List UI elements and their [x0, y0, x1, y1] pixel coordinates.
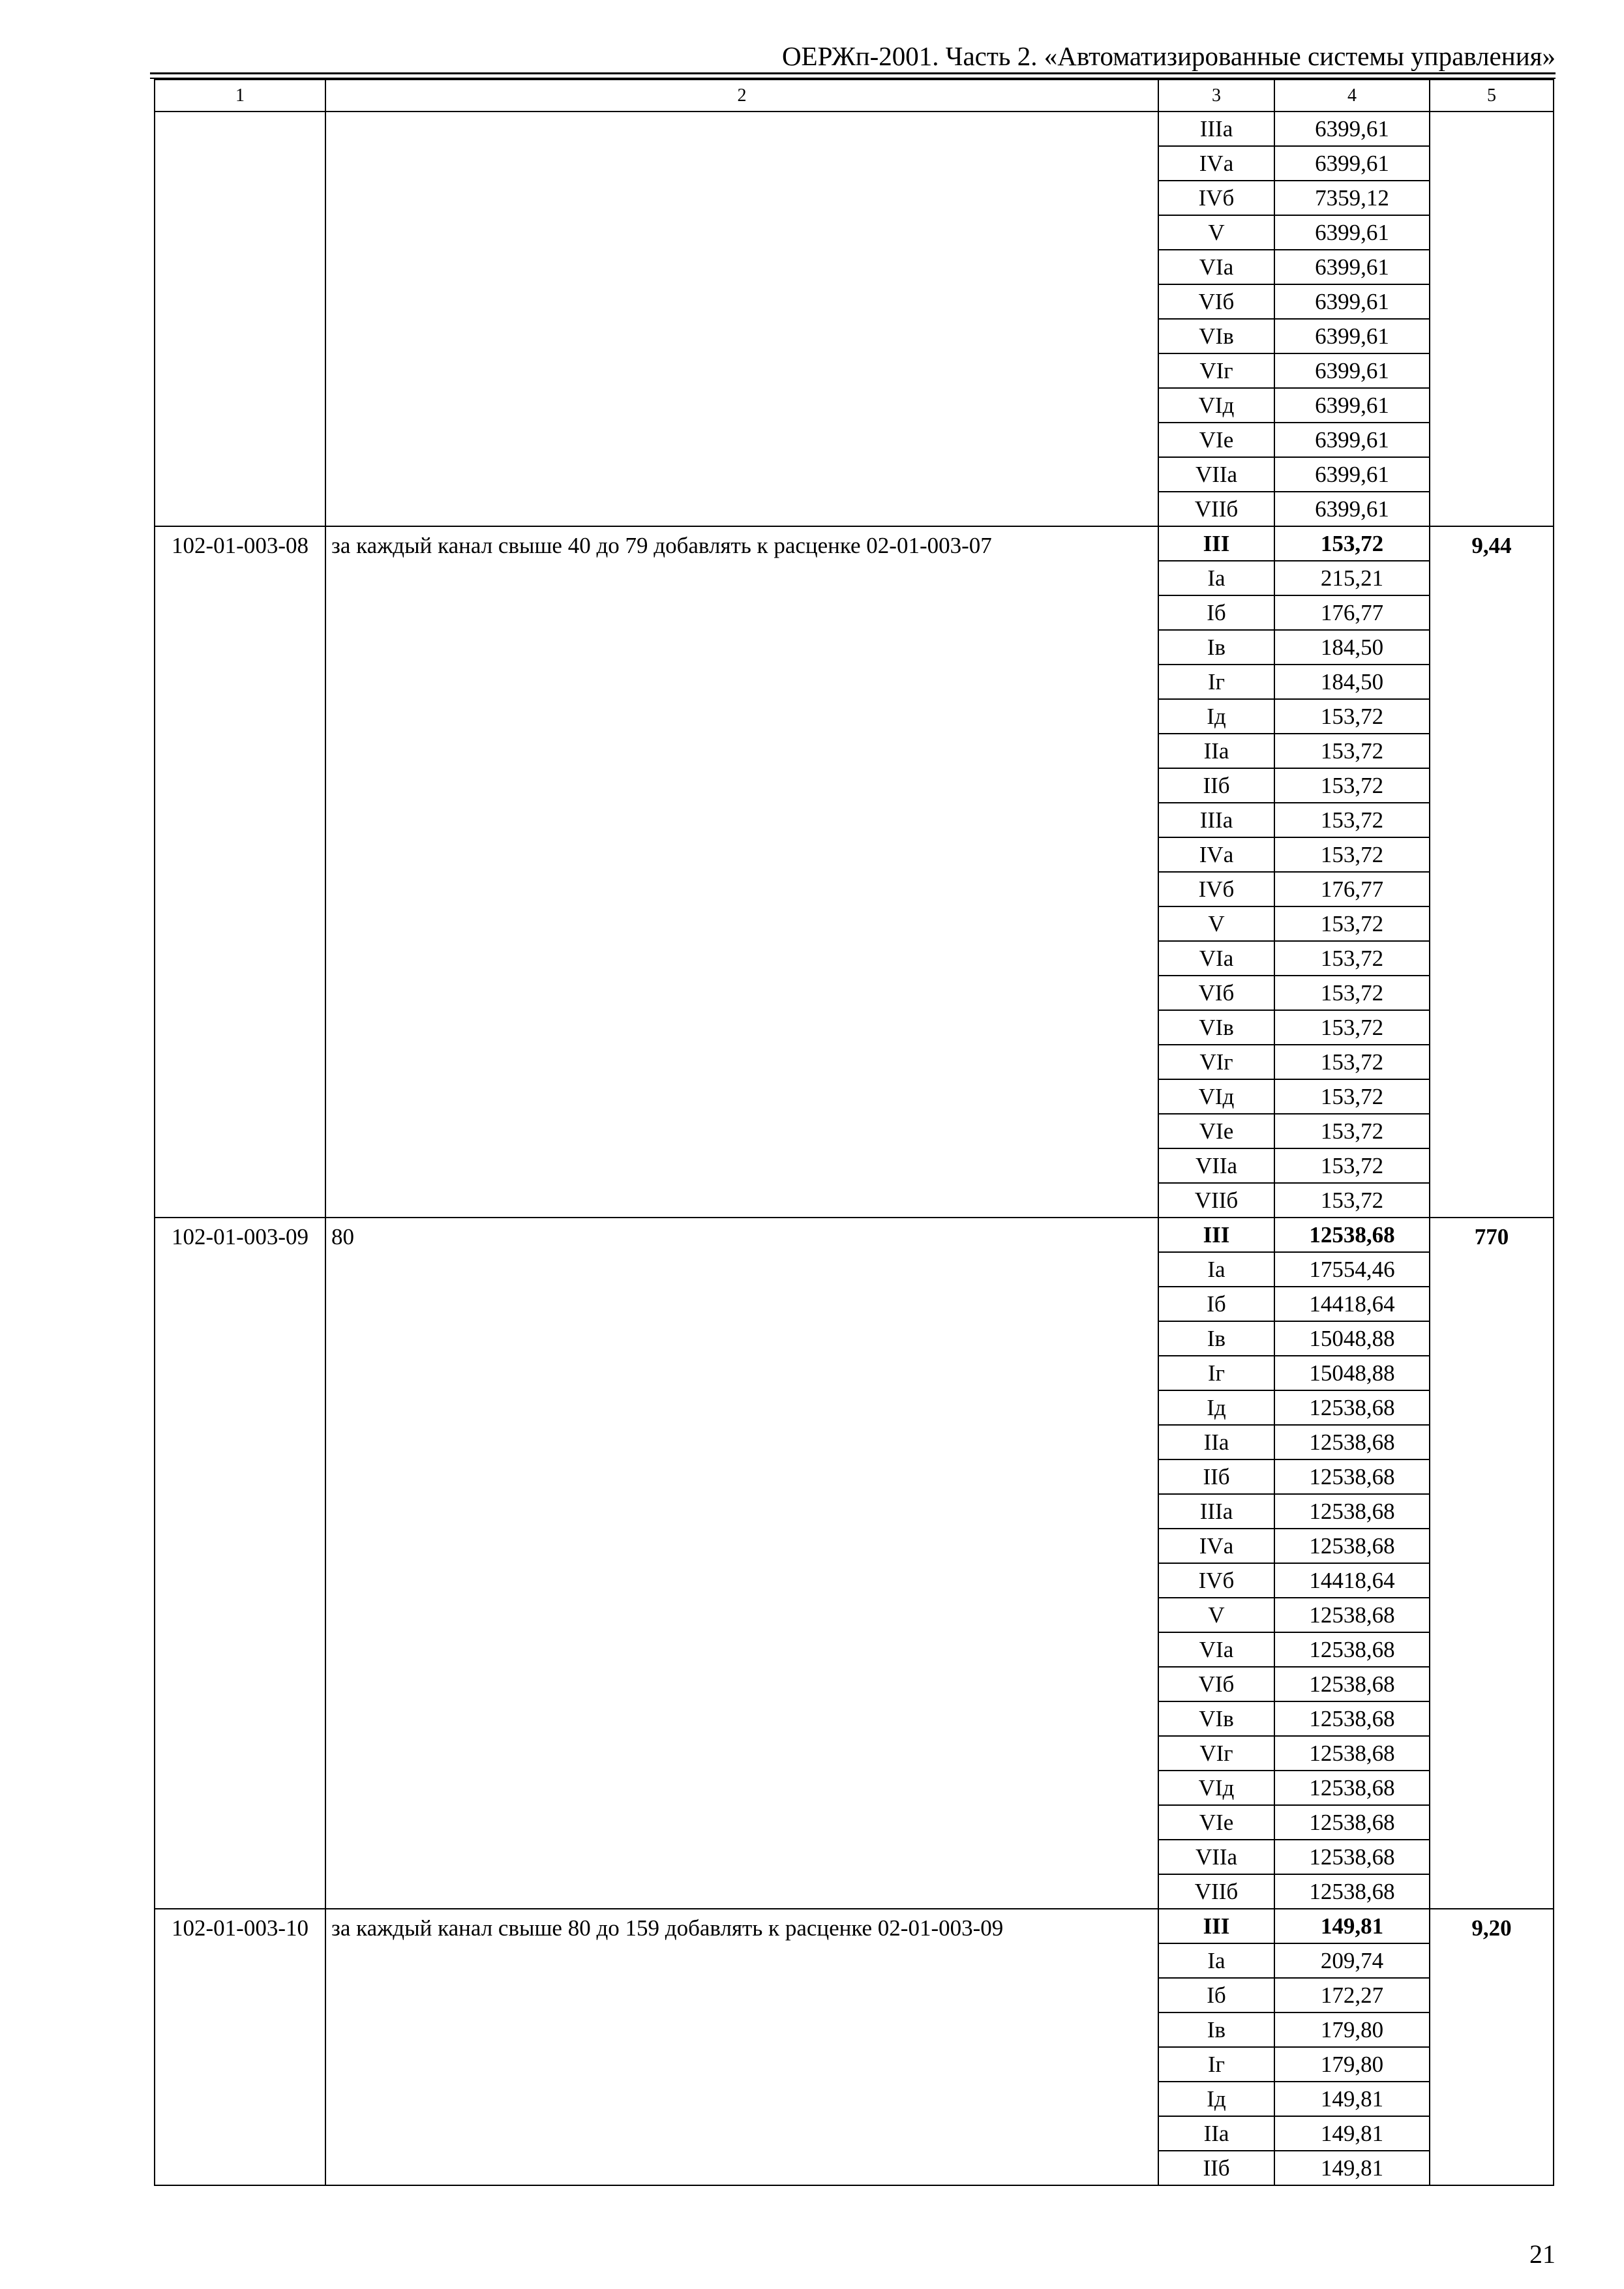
- zone-cell: VIг: [1158, 1045, 1274, 1079]
- price-cell: 12538,68: [1274, 1494, 1430, 1529]
- zone-cell: VIIа: [1158, 457, 1274, 492]
- zone-cell: VIв: [1158, 1701, 1274, 1736]
- price-cell: 153,72: [1274, 1045, 1430, 1079]
- zone-cell: IVа: [1158, 1529, 1274, 1563]
- price-cell: 6399,61: [1274, 319, 1430, 353]
- price-cell: 12538,68: [1274, 1701, 1430, 1736]
- rates-table: [154, 79, 1554, 2186]
- labor-cost-cell: 9,20: [1430, 1909, 1554, 2185]
- rates-table-body: [155, 80, 1554, 2185]
- zone-cell: VIд: [1158, 1079, 1274, 1114]
- price-cell: 15048,88: [1274, 1356, 1430, 1390]
- price-cell: 14418,64: [1274, 1563, 1430, 1598]
- price-cell: 153,72: [1274, 734, 1430, 768]
- column-number-row: [155, 80, 1554, 112]
- header-title: ОЕРЖп-2001. Часть 2. «Автоматизированные системы управления»: [781, 41, 1556, 71]
- rate-code: [155, 112, 325, 526]
- labor-cost-cell: [1430, 112, 1554, 526]
- price-cell: 215,21: [1274, 561, 1430, 595]
- zone-cell: IIа: [1158, 734, 1274, 768]
- price-cell: 17554,46: [1274, 1252, 1430, 1287]
- price-cell: 179,80: [1274, 2047, 1430, 2082]
- zone-cell: IVа: [1158, 837, 1274, 872]
- price-cell: 12538,68: [1274, 1805, 1430, 1840]
- zone-cell: VIе: [1158, 423, 1274, 457]
- price-cell: 153,72: [1274, 976, 1430, 1010]
- price-cell: 6399,61: [1274, 146, 1430, 181]
- header-rule: [150, 72, 1556, 74]
- table-row: [155, 112, 1554, 146]
- column-number: 5: [1430, 80, 1554, 112]
- labor-cost-cell: 9,44: [1430, 526, 1554, 1218]
- zone-cell: III: [1158, 526, 1274, 561]
- zone-cell: Iд: [1158, 1390, 1274, 1425]
- zone-cell: IIIа: [1158, 803, 1274, 837]
- column-number: 1: [155, 80, 325, 112]
- zone-cell: VIIб: [1158, 1874, 1274, 1909]
- price-cell: 6399,61: [1274, 388, 1430, 423]
- price-cell: 6399,61: [1274, 492, 1430, 526]
- zone-cell: IIIа: [1158, 112, 1274, 146]
- zone-cell: VIа: [1158, 941, 1274, 976]
- zone-cell: IVб: [1158, 1563, 1274, 1598]
- price-cell: 14418,64: [1274, 1287, 1430, 1321]
- price-cell: 153,72: [1274, 1010, 1430, 1045]
- price-cell: 184,50: [1274, 665, 1430, 699]
- price-cell: 6399,61: [1274, 112, 1430, 146]
- zone-cell: VIд: [1158, 388, 1274, 423]
- price-cell: 149,81: [1274, 2116, 1430, 2151]
- zone-cell: VIIб: [1158, 492, 1274, 526]
- zone-cell: III: [1158, 1909, 1274, 1943]
- zone-cell: Iг: [1158, 665, 1274, 699]
- price-cell: 209,74: [1274, 1943, 1430, 1978]
- price-cell: 153,72: [1274, 1183, 1430, 1218]
- rate-code: 102-01-003-08: [155, 526, 325, 1218]
- price-cell: 6399,61: [1274, 284, 1430, 319]
- zone-cell: V: [1158, 215, 1274, 250]
- price-cell: 184,50: [1274, 630, 1430, 665]
- zone-cell: VIв: [1158, 319, 1274, 353]
- price-cell: 12538,68: [1274, 1218, 1430, 1252]
- rate-description: [325, 112, 1158, 526]
- zone-cell: Iг: [1158, 2047, 1274, 2082]
- price-cell: 149,81: [1274, 2151, 1430, 2185]
- zone-cell: VIг: [1158, 353, 1274, 388]
- table-row: [155, 526, 1554, 561]
- zone-cell: IIб: [1158, 768, 1274, 803]
- zone-cell: VIе: [1158, 1114, 1274, 1148]
- price-cell: 153,72: [1274, 803, 1430, 837]
- price-cell: 12538,68: [1274, 1598, 1430, 1632]
- zone-cell: Iа: [1158, 1943, 1274, 1978]
- price-cell: 12538,68: [1274, 1874, 1430, 1909]
- zone-cell: V: [1158, 906, 1274, 941]
- rate-description: за каждый канал свыше 40 до 79 добавлять к расценке 02-01-003-07: [325, 526, 1158, 1218]
- zone-cell: Iб: [1158, 1287, 1274, 1321]
- zone-cell: IVб: [1158, 181, 1274, 215]
- zone-cell: VIв: [1158, 1010, 1274, 1045]
- price-cell: 153,72: [1274, 1079, 1430, 1114]
- price-cell: 176,77: [1274, 872, 1430, 906]
- zone-cell: Iд: [1158, 699, 1274, 734]
- price-cell: 149,81: [1274, 1909, 1430, 1943]
- price-cell: 153,72: [1274, 837, 1430, 872]
- price-cell: 6399,61: [1274, 215, 1430, 250]
- rate-description: за каждый канал свыше 80 до 159 добавлять к расценке 02-01-003-09: [325, 1909, 1158, 2185]
- price-cell: 149,81: [1274, 2082, 1430, 2116]
- price-cell: 7359,12: [1274, 181, 1430, 215]
- zone-cell: IVа: [1158, 146, 1274, 181]
- price-cell: 15048,88: [1274, 1321, 1430, 1356]
- zone-cell: VIб: [1158, 284, 1274, 319]
- zone-cell: Iг: [1158, 1356, 1274, 1390]
- zone-cell: Iа: [1158, 561, 1274, 595]
- price-cell: 12538,68: [1274, 1736, 1430, 1771]
- price-cell: 172,27: [1274, 1978, 1430, 2012]
- zone-cell: III: [1158, 1218, 1274, 1252]
- column-number: 2: [325, 80, 1158, 112]
- zone-cell: IIа: [1158, 2116, 1274, 2151]
- column-number: 3: [1158, 80, 1274, 112]
- zone-cell: Iб: [1158, 1978, 1274, 2012]
- zone-cell: IIа: [1158, 1425, 1274, 1459]
- zone-cell: VIд: [1158, 1771, 1274, 1805]
- price-cell: 179,80: [1274, 2012, 1430, 2047]
- zone-cell: Iв: [1158, 630, 1274, 665]
- zone-cell: VIг: [1158, 1736, 1274, 1771]
- table-row: [155, 1218, 1554, 1252]
- price-cell: 12538,68: [1274, 1425, 1430, 1459]
- price-cell: 153,72: [1274, 699, 1430, 734]
- price-cell: 153,72: [1274, 906, 1430, 941]
- zone-cell: IIб: [1158, 2151, 1274, 2185]
- rate-code: 102-01-003-10: [155, 1909, 325, 2185]
- zone-cell: VIа: [1158, 250, 1274, 284]
- price-cell: 176,77: [1274, 595, 1430, 630]
- rate-description: 80: [325, 1218, 1158, 1909]
- zone-cell: Iа: [1158, 1252, 1274, 1287]
- price-cell: 153,72: [1274, 768, 1430, 803]
- zone-cell: V: [1158, 1598, 1274, 1632]
- price-cell: 12538,68: [1274, 1529, 1430, 1563]
- price-cell: 12538,68: [1274, 1771, 1430, 1805]
- zone-cell: Iв: [1158, 2012, 1274, 2047]
- page-number: 21: [1529, 2239, 1556, 2269]
- table-row: [155, 1909, 1554, 1943]
- labor-cost-cell: 770: [1430, 1218, 1554, 1909]
- price-cell: 6399,61: [1274, 250, 1430, 284]
- price-cell: 12538,68: [1274, 1840, 1430, 1874]
- price-cell: 12538,68: [1274, 1390, 1430, 1425]
- zone-cell: VIе: [1158, 1805, 1274, 1840]
- zone-cell: VIб: [1158, 976, 1274, 1010]
- zone-cell: IVб: [1158, 872, 1274, 906]
- zone-cell: VIб: [1158, 1667, 1274, 1701]
- price-cell: 153,72: [1274, 526, 1430, 561]
- zone-cell: Iб: [1158, 595, 1274, 630]
- zone-cell: Iв: [1158, 1321, 1274, 1356]
- price-cell: 153,72: [1274, 941, 1430, 976]
- price-cell: 12538,68: [1274, 1667, 1430, 1701]
- zone-cell: VIIа: [1158, 1148, 1274, 1183]
- zone-cell: IIIа: [1158, 1494, 1274, 1529]
- price-cell: 153,72: [1274, 1114, 1430, 1148]
- price-cell: 12538,68: [1274, 1632, 1430, 1667]
- column-number: 4: [1274, 80, 1430, 112]
- zone-cell: VIа: [1158, 1632, 1274, 1667]
- zone-cell: VIIб: [1158, 1183, 1274, 1218]
- price-cell: 6399,61: [1274, 423, 1430, 457]
- zone-cell: Iд: [1158, 2082, 1274, 2116]
- zone-cell: IIб: [1158, 1459, 1274, 1494]
- price-cell: 6399,61: [1274, 457, 1430, 492]
- price-cell: 12538,68: [1274, 1459, 1430, 1494]
- price-cell: 153,72: [1274, 1148, 1430, 1183]
- price-cell: 6399,61: [1274, 353, 1430, 388]
- rate-code: 102-01-003-09: [155, 1218, 325, 1909]
- zone-cell: VIIа: [1158, 1840, 1274, 1874]
